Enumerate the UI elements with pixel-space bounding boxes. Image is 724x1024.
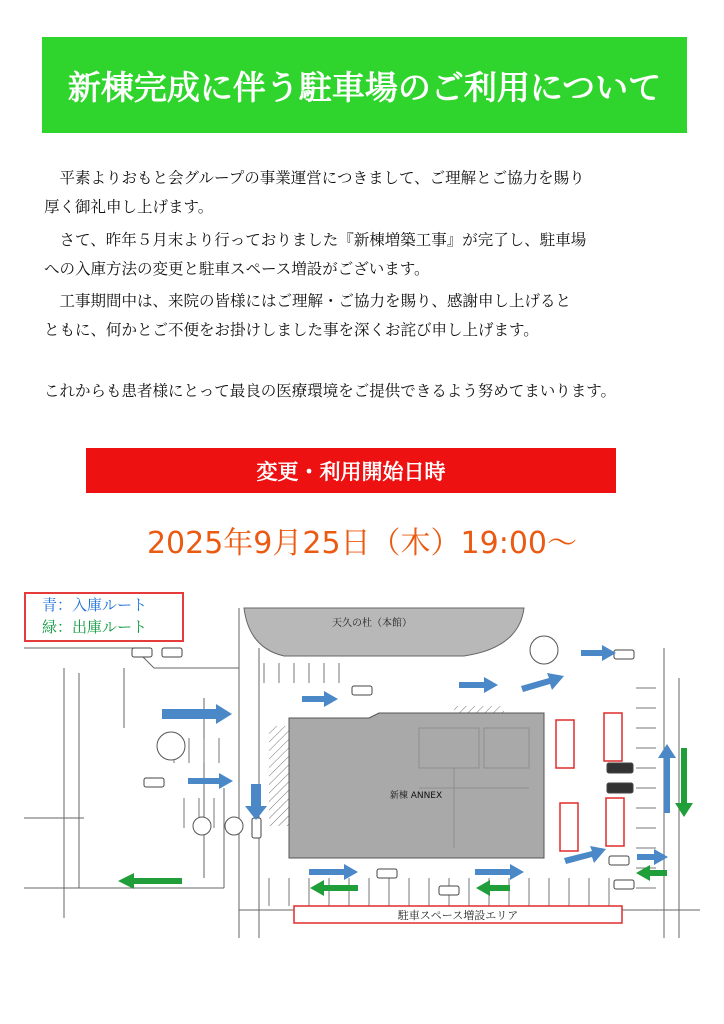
- route-legend: [24, 592, 184, 642]
- text-line: さて、昨年５月末より行っておりました『新棟増築工事』が完了し、駐車場: [44, 231, 587, 249]
- expansion-area-label: 駐車スペース増設エリア: [397, 909, 519, 922]
- text-line: これからも患者様にとって最良の医療環境をご提供できるよう努めてまいります。: [44, 382, 616, 400]
- schedule-heading: 変更・利用開始日時: [256, 459, 446, 484]
- annex-building: [289, 713, 544, 858]
- entrance-sign-boxes: [556, 713, 624, 851]
- announcement-paragraph: [44, 226, 689, 284]
- closing-paragraph: [44, 377, 689, 406]
- text-line: 厚く御礼申し上げます。: [44, 198, 214, 216]
- start-datetime: 2025年9月25日（木）19:00～: [146, 526, 578, 561]
- text-line: への入庫方法の変更と駐車スペース増設がございます。: [44, 260, 430, 278]
- main-building: [244, 608, 524, 656]
- parking-map: [24, 588, 700, 952]
- text-line: 工事期間中は、来院の皆様にはご理解・ご協力を賜り、感謝申し上げると: [44, 292, 572, 310]
- page-title-banner: [42, 37, 687, 133]
- text-line: 平素よりおもと会グループの事業運営につきまして、ご理解とご協力を賜り: [44, 169, 585, 187]
- legend-entrance-route: 青：入庫ルート: [42, 596, 148, 614]
- annex-label: 新棟 ANNEX: [389, 791, 443, 801]
- schedule-heading-bar: [86, 448, 616, 493]
- legend-exit-route: 緑：出庫ルート: [42, 618, 148, 636]
- main-building-label: 天久の杜（本館）: [332, 618, 412, 629]
- page-title: 新棟完成に伴う駐車場のご利用について: [67, 67, 662, 107]
- apology-paragraph: [44, 287, 689, 345]
- text-line: ともに、何かとご不便をお掛けしました事を深くお詫び申し上げます。: [44, 321, 539, 339]
- greeting-paragraph: [44, 164, 689, 222]
